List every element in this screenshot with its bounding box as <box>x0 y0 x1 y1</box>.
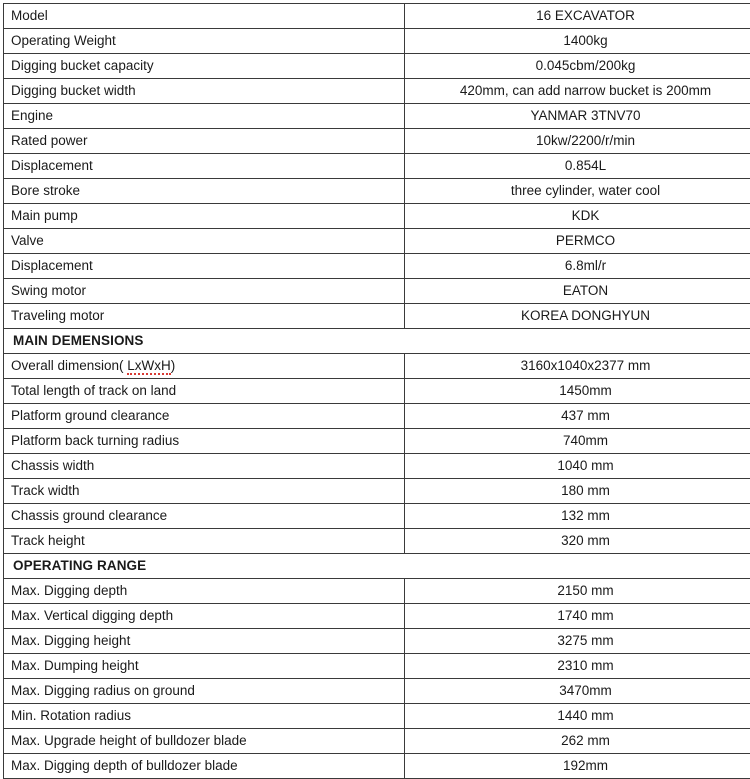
spec-value-cell: YANMAR 3TNV70 <box>405 104 750 129</box>
spec-value-cell: 180 mm <box>405 479 750 504</box>
spec-value-cell: 3160x1040x2377 mm <box>405 354 750 379</box>
spec-label-cell: Max. Digging height <box>4 629 405 654</box>
spec-value-cell: KDK <box>405 204 750 229</box>
spec-label-cell: Displacement <box>4 154 405 179</box>
spec-value-cell: 3275 mm <box>405 629 750 654</box>
spec-value-cell: 420mm, can add narrow bucket is 200mm <box>405 79 750 104</box>
spec-label-cell: Min. Rotation radius <box>4 704 405 729</box>
table-row <box>4 479 750 504</box>
spec-label-cell: Model <box>4 4 405 29</box>
spec-label-cell: Chassis width <box>4 454 405 479</box>
table-row <box>4 654 750 679</box>
spec-label-cell: Traveling motor <box>4 304 405 329</box>
spec-label-cell: Displacement <box>4 254 405 279</box>
spec-value-cell: 1450mm <box>405 379 750 404</box>
spec-value-cell: 6.8ml/r <box>405 254 750 279</box>
spec-label-cell: Swing motor <box>4 279 405 304</box>
spec-value-cell: 262 mm <box>405 729 750 754</box>
spec-label-suffix: ) <box>171 358 176 373</box>
table-row <box>4 4 750 29</box>
specification-sheet <box>3 3 745 779</box>
table-row <box>4 629 750 654</box>
spec-label-cell: Track height <box>4 529 405 554</box>
spec-value-cell: 1740 mm <box>405 604 750 629</box>
table-row <box>4 379 750 404</box>
table-row <box>4 504 750 529</box>
table-row <box>4 129 750 154</box>
section-header-row <box>4 554 750 579</box>
spec-value-cell: three cylinder, water cool <box>405 179 750 204</box>
spec-label-cell: Valve <box>4 229 405 254</box>
spec-label-cell: Platform back turning radius <box>4 429 405 454</box>
spec-label-cell: Max. Digging depth of bulldozer blade <box>4 754 405 779</box>
spec-label-cell: Bore stroke <box>4 179 405 204</box>
table-row <box>4 104 750 129</box>
spec-value-cell: 3470mm <box>405 679 750 704</box>
table-row <box>4 204 750 229</box>
spec-value-cell: 740mm <box>405 429 750 454</box>
spec-value-cell: KOREA DONGHYUN <box>405 304 750 329</box>
spellcheck-flagged-text: LxWxH <box>127 358 171 375</box>
spec-value-cell: 10kw/2200/r/min <box>405 129 750 154</box>
table-row <box>4 429 750 454</box>
table-row <box>4 729 750 754</box>
table-row <box>4 754 750 779</box>
spec-label-cell: Operating Weight <box>4 29 405 54</box>
spec-label-cell: Max. Digging radius on ground <box>4 679 405 704</box>
spec-label-cell: Chassis ground clearance <box>4 504 405 529</box>
spec-label-cell: Digging bucket width <box>4 79 405 104</box>
table-row <box>4 354 750 379</box>
spec-value-cell: 132 mm <box>405 504 750 529</box>
spec-value-cell: 0.045cbm/200kg <box>405 54 750 79</box>
table-row <box>4 304 750 329</box>
table-row <box>4 679 750 704</box>
spec-value-cell: 2310 mm <box>405 654 750 679</box>
spec-value-cell: 1400kg <box>405 29 750 54</box>
specification-table <box>3 3 750 779</box>
table-row <box>4 179 750 204</box>
specification-table-body <box>4 4 750 779</box>
table-row <box>4 454 750 479</box>
spec-value-cell: 16 EXCAVATOR <box>405 4 750 29</box>
spec-label-prefix: Overall dimension( <box>11 358 127 373</box>
table-row <box>4 704 750 729</box>
spec-value-cell: 0.854L <box>405 154 750 179</box>
spec-label-cell: Max. Digging depth <box>4 579 405 604</box>
spec-label-cell: Track width <box>4 479 405 504</box>
spec-value-cell: 1040 mm <box>405 454 750 479</box>
spec-label-cell <box>4 354 405 379</box>
spec-label-cell: Total length of track on land <box>4 379 405 404</box>
spec-label-cell: Max. Dumping height <box>4 654 405 679</box>
table-row <box>4 29 750 54</box>
spec-label-cell: Platform ground clearance <box>4 404 405 429</box>
spec-label-cell: Main pump <box>4 204 405 229</box>
table-row <box>4 404 750 429</box>
table-row <box>4 229 750 254</box>
spec-label-cell: Engine <box>4 104 405 129</box>
section-header-row <box>4 329 750 354</box>
spec-value-cell: 320 mm <box>405 529 750 554</box>
table-row <box>4 254 750 279</box>
spec-value-cell: 2150 mm <box>405 579 750 604</box>
section-header-main-dimensions: MAIN DEMENSIONS <box>4 329 750 354</box>
table-row <box>4 604 750 629</box>
table-row <box>4 79 750 104</box>
spec-label-cell: Max. Upgrade height of bulldozer blade <box>4 729 405 754</box>
spec-value-cell: 192mm <box>405 754 750 779</box>
spec-value-cell: EATON <box>405 279 750 304</box>
spec-value-cell: 1440 mm <box>405 704 750 729</box>
spec-value-cell: 437 mm <box>405 404 750 429</box>
table-row <box>4 279 750 304</box>
spec-label-cell: Max. Vertical digging depth <box>4 604 405 629</box>
section-header-operating-range: OPERATING RANGE <box>4 554 750 579</box>
spec-value-cell: PERMCO <box>405 229 750 254</box>
table-row <box>4 154 750 179</box>
table-row <box>4 579 750 604</box>
spec-label-cell: Digging bucket capacity <box>4 54 405 79</box>
spec-label-cell: Rated power <box>4 129 405 154</box>
table-row <box>4 529 750 554</box>
table-row <box>4 54 750 79</box>
